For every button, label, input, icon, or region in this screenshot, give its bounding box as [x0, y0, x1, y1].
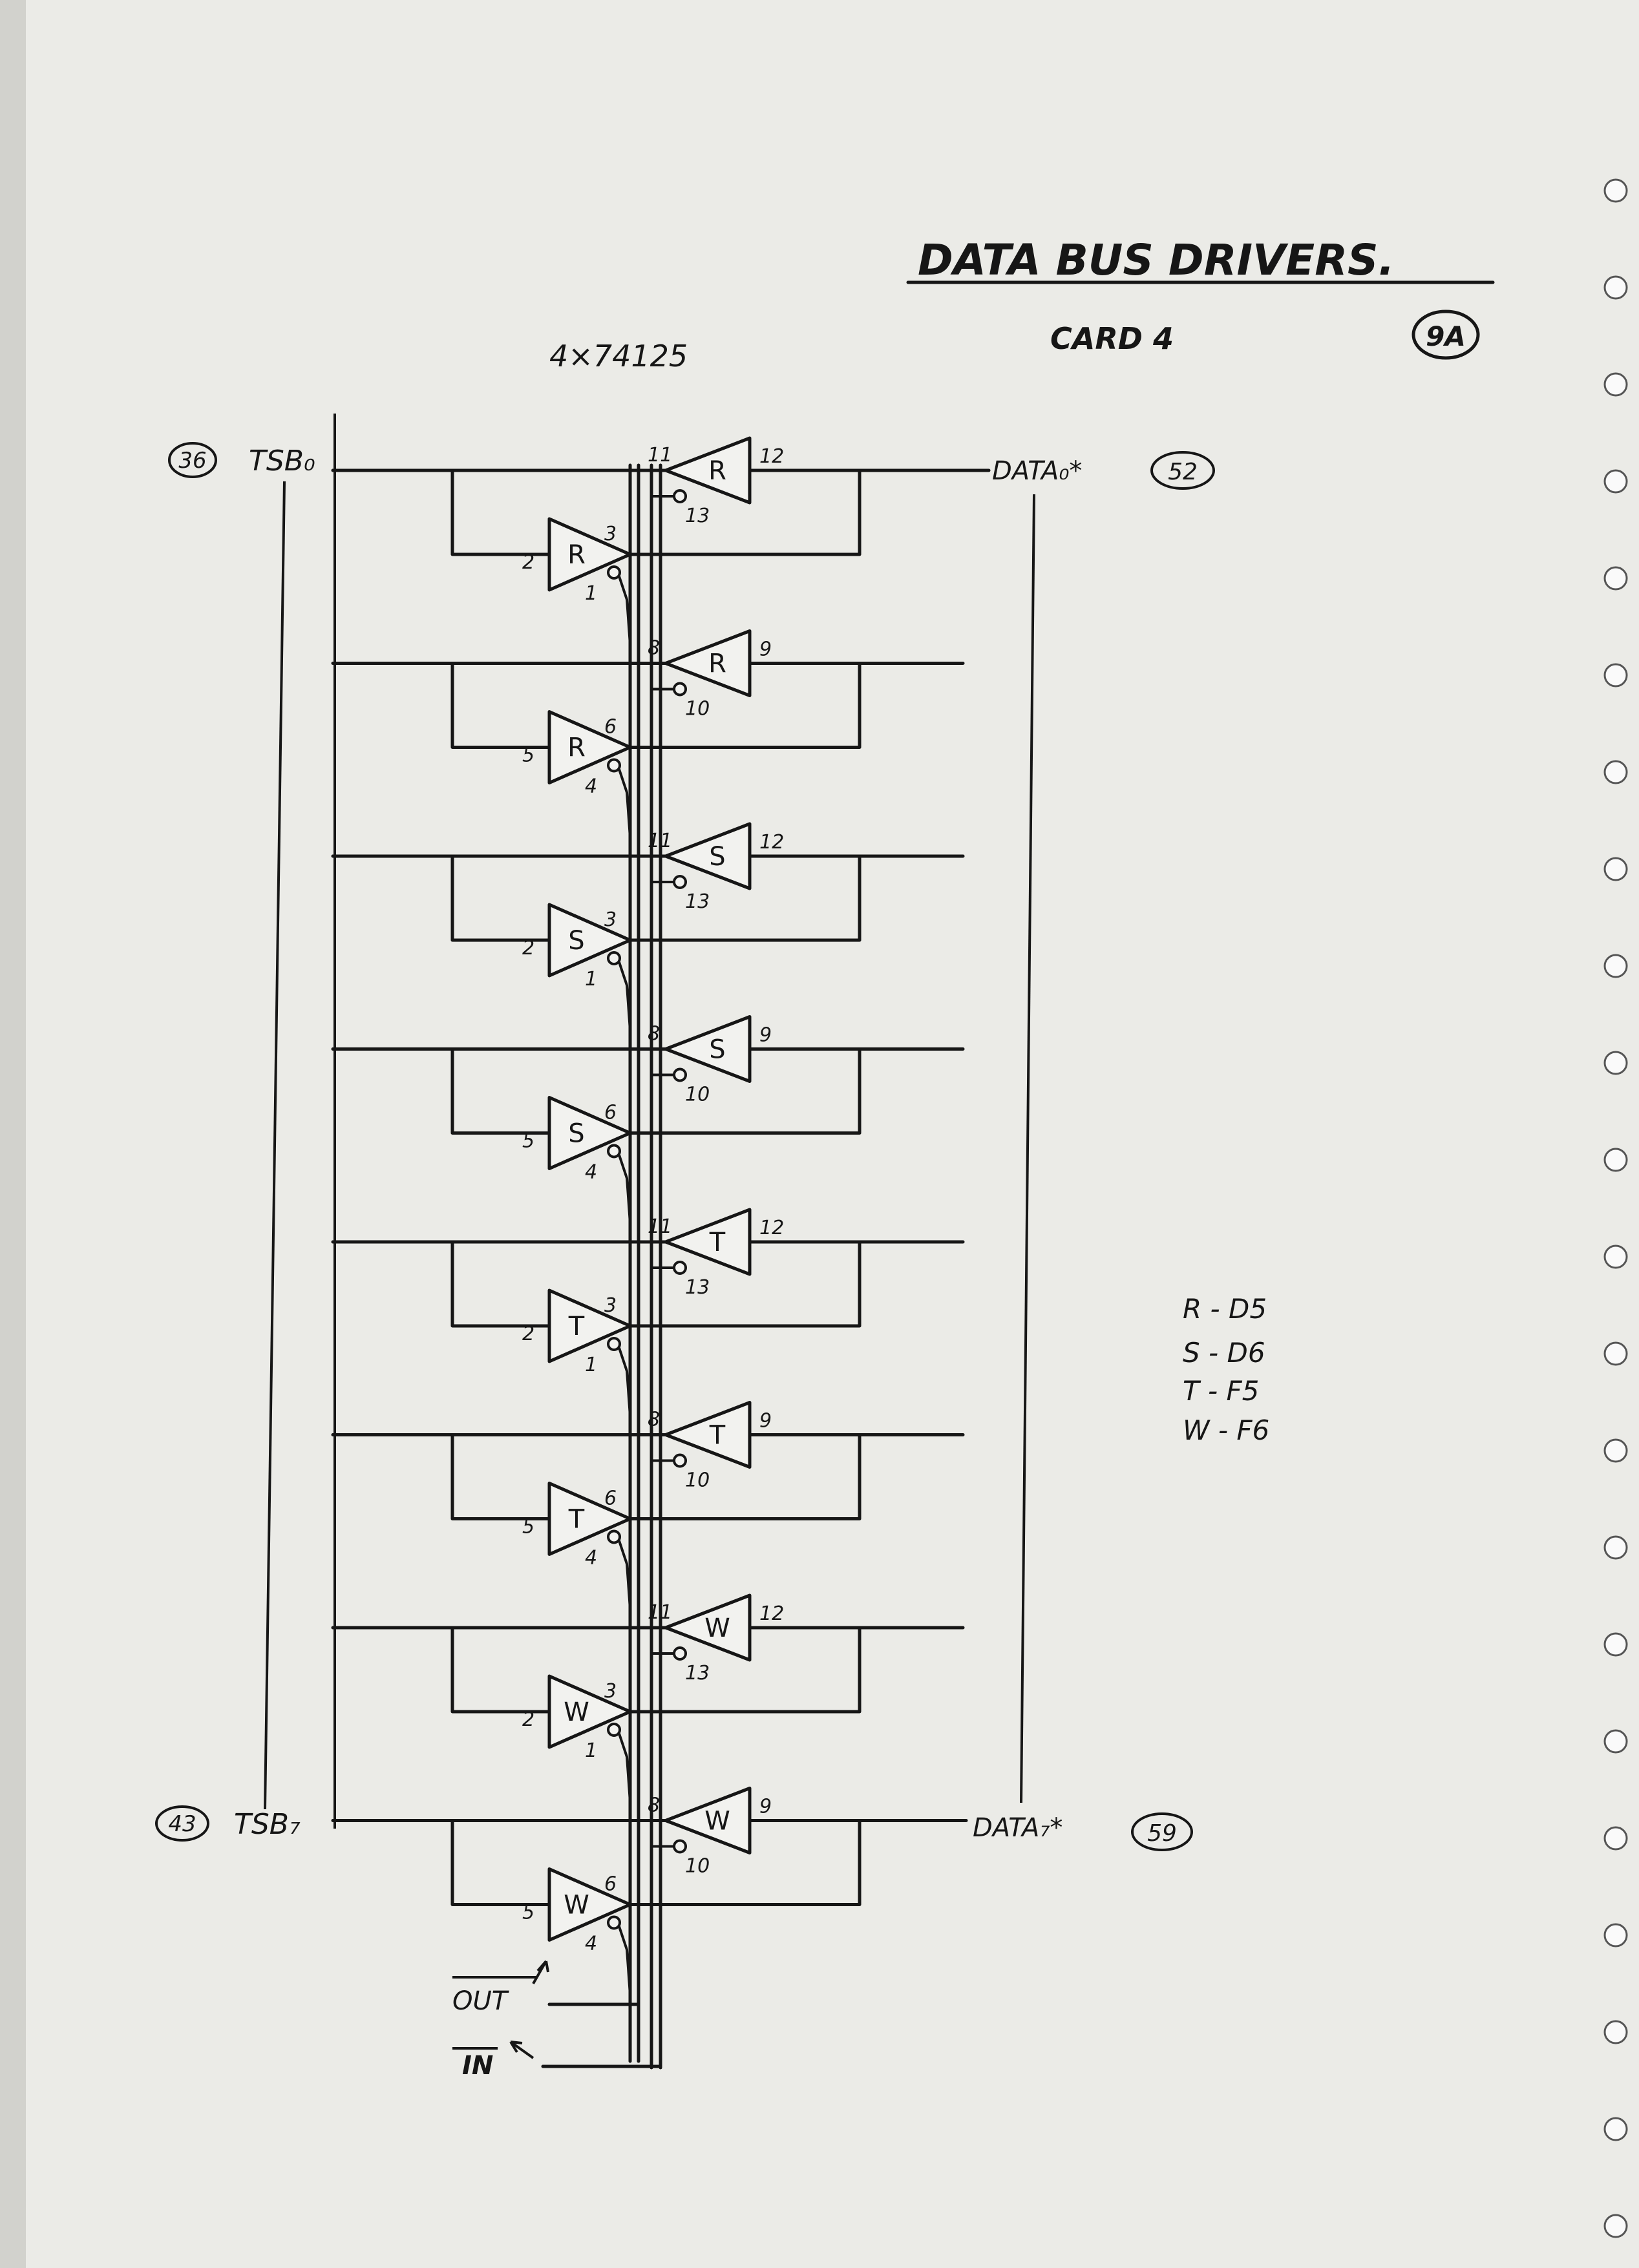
pin-number: 1	[585, 1354, 598, 1376]
pin-number: 12	[759, 831, 785, 854]
pin-number: 2	[522, 1708, 535, 1731]
card-label: CARD 4	[1050, 321, 1174, 356]
enable-bubble	[608, 1338, 620, 1350]
pin-number: 8	[648, 1794, 661, 1817]
binder-hole	[1605, 277, 1627, 299]
binder-hole	[1605, 470, 1627, 492]
pin-number: 5	[522, 744, 535, 767]
pin-number: 12	[759, 1602, 785, 1625]
enable-bubble	[608, 760, 620, 772]
enable-bubble	[608, 1724, 620, 1736]
svg-text:36: 36	[178, 448, 207, 474]
enable-bubble	[608, 952, 620, 964]
gate-letter: W	[704, 1806, 730, 1836]
enable-bubble	[608, 567, 620, 578]
pin-number: 13	[685, 890, 710, 913]
pin-number: 9	[759, 1795, 772, 1818]
chip-type-label: 4×74125	[549, 339, 688, 373]
pin-number: 6	[604, 715, 617, 739]
pin-number: 13	[685, 505, 710, 527]
binder-hole	[1605, 1440, 1627, 1462]
svg-text:43: 43	[168, 1811, 196, 1837]
svg-text:59: 59	[1147, 1820, 1177, 1847]
pin-number: 10	[685, 1083, 710, 1106]
pin-number: 11	[648, 1601, 673, 1624]
binder-hole	[1605, 180, 1627, 202]
gate-letter: W	[704, 1613, 730, 1643]
in-label: IN	[462, 2051, 494, 2081]
pin-number: 6	[604, 1101, 617, 1124]
pin-number: 10	[685, 697, 710, 720]
pin-number: 9	[759, 1409, 772, 1433]
pin-number: 8	[648, 1022, 661, 1045]
sheet-title: DATA BUS DRIVERS.	[918, 235, 1395, 285]
pin-number: 11	[648, 1215, 673, 1238]
gate-letter: T	[709, 1420, 726, 1451]
gate-letter: S	[709, 1034, 726, 1065]
pin-number: 2	[522, 937, 535, 960]
pin-number: 5	[522, 1901, 535, 1924]
enable-bubble	[674, 1069, 686, 1081]
binder-hole	[1605, 2215, 1627, 2237]
enable-bubble	[674, 1648, 686, 1659]
binder-hole	[1605, 567, 1627, 589]
enable-bubble	[674, 1262, 686, 1274]
binder-hole	[1605, 2021, 1627, 2043]
pin-number: 6	[604, 1487, 617, 1510]
pin-number: 3	[604, 1680, 617, 1703]
pin-number: 3	[604, 1294, 617, 1317]
enable-bubble	[674, 876, 686, 888]
gate-letter: W	[564, 1890, 589, 1920]
enable-bubble	[608, 1917, 620, 1929]
out-label: OUT	[452, 1986, 508, 2016]
pin-number: 4	[585, 1932, 598, 1955]
gate-letter: T	[568, 1504, 585, 1535]
pin-number: 8	[648, 1408, 661, 1431]
pin-number: 4	[585, 1160, 598, 1184]
binder-hole	[1605, 1924, 1627, 1946]
pin-number: 1	[585, 582, 598, 605]
pin-number: 10	[685, 1854, 710, 1878]
pin-number: 5	[522, 1515, 535, 1538]
gate-letter: T	[709, 1228, 726, 1257]
binder-hole	[1605, 2118, 1627, 2140]
enable-bubble	[608, 1146, 620, 1157]
data7-label: DATA₇*	[973, 1813, 1063, 1843]
legend-item: T - F5	[1183, 1375, 1260, 1407]
sheet-id: 9A	[1426, 320, 1466, 352]
pin-number: 1	[585, 968, 598, 991]
binder-hole	[1605, 761, 1627, 783]
pin-number: 10	[685, 1469, 710, 1492]
pin-number: 9	[759, 638, 772, 661]
enable-bubble	[674, 1455, 686, 1467]
legend-item: R - D5	[1183, 1293, 1267, 1325]
paper-left-edge	[0, 0, 26, 2268]
binder-hole	[1605, 955, 1627, 977]
enable-bubble	[608, 1531, 620, 1543]
pin-number: 12	[759, 1217, 785, 1239]
binder-hole	[1605, 1537, 1627, 1559]
tsb7-label: TSB₇	[234, 1808, 301, 1841]
gate-letter: S	[568, 926, 585, 956]
binder-hole	[1605, 1052, 1627, 1074]
pin-number: 9	[759, 1024, 772, 1047]
enable-bubble	[674, 1841, 686, 1853]
pin-number: 12	[759, 445, 785, 468]
binder-hole	[1605, 1633, 1627, 1655]
gate-letter: S	[709, 842, 726, 872]
gate-letter: T	[568, 1312, 585, 1341]
legend-item: W - F6	[1183, 1414, 1270, 1446]
tsb0-label: TSB₀	[249, 445, 315, 478]
binder-hole	[1605, 1246, 1627, 1268]
binder-hole	[1605, 1343, 1627, 1365]
gate-letter: R	[567, 733, 586, 763]
pin-number: 5	[522, 1129, 535, 1153]
gate-letter: R	[708, 456, 726, 486]
gate-letter: R	[708, 649, 726, 679]
binder-hole	[1605, 1827, 1627, 1849]
gate-letter: S	[568, 1118, 585, 1149]
enable-bubble	[674, 490, 686, 502]
enable-bubble	[674, 684, 686, 695]
binder-hole	[1605, 1730, 1627, 1752]
binder-hole	[1605, 858, 1627, 880]
pin-number: 6	[604, 1873, 617, 1896]
pin-number: 3	[604, 908, 617, 931]
pin-number: 3	[604, 523, 617, 545]
pin-number: 1	[585, 1739, 598, 1762]
pin-number: 11	[648, 444, 673, 467]
pin-number: 13	[685, 1662, 710, 1685]
binder-hole	[1605, 664, 1627, 686]
pin-number: 2	[522, 1323, 535, 1345]
pin-number: 4	[585, 775, 598, 798]
binder-hole	[1605, 1149, 1627, 1171]
binder-hole	[1605, 373, 1627, 395]
pin-number: 13	[685, 1276, 710, 1299]
pin-number: 11	[648, 830, 673, 852]
pin-number: 4	[585, 1546, 598, 1570]
pin-number: 2	[522, 551, 535, 574]
data0-label: DATA₀*	[992, 456, 1083, 486]
legend-item: S - D6	[1183, 1337, 1265, 1369]
pin-number: 8	[648, 636, 661, 660]
gate-letter: R	[567, 540, 586, 570]
gate-letter: W	[564, 1697, 589, 1727]
svg-text:52: 52	[1168, 459, 1198, 485]
